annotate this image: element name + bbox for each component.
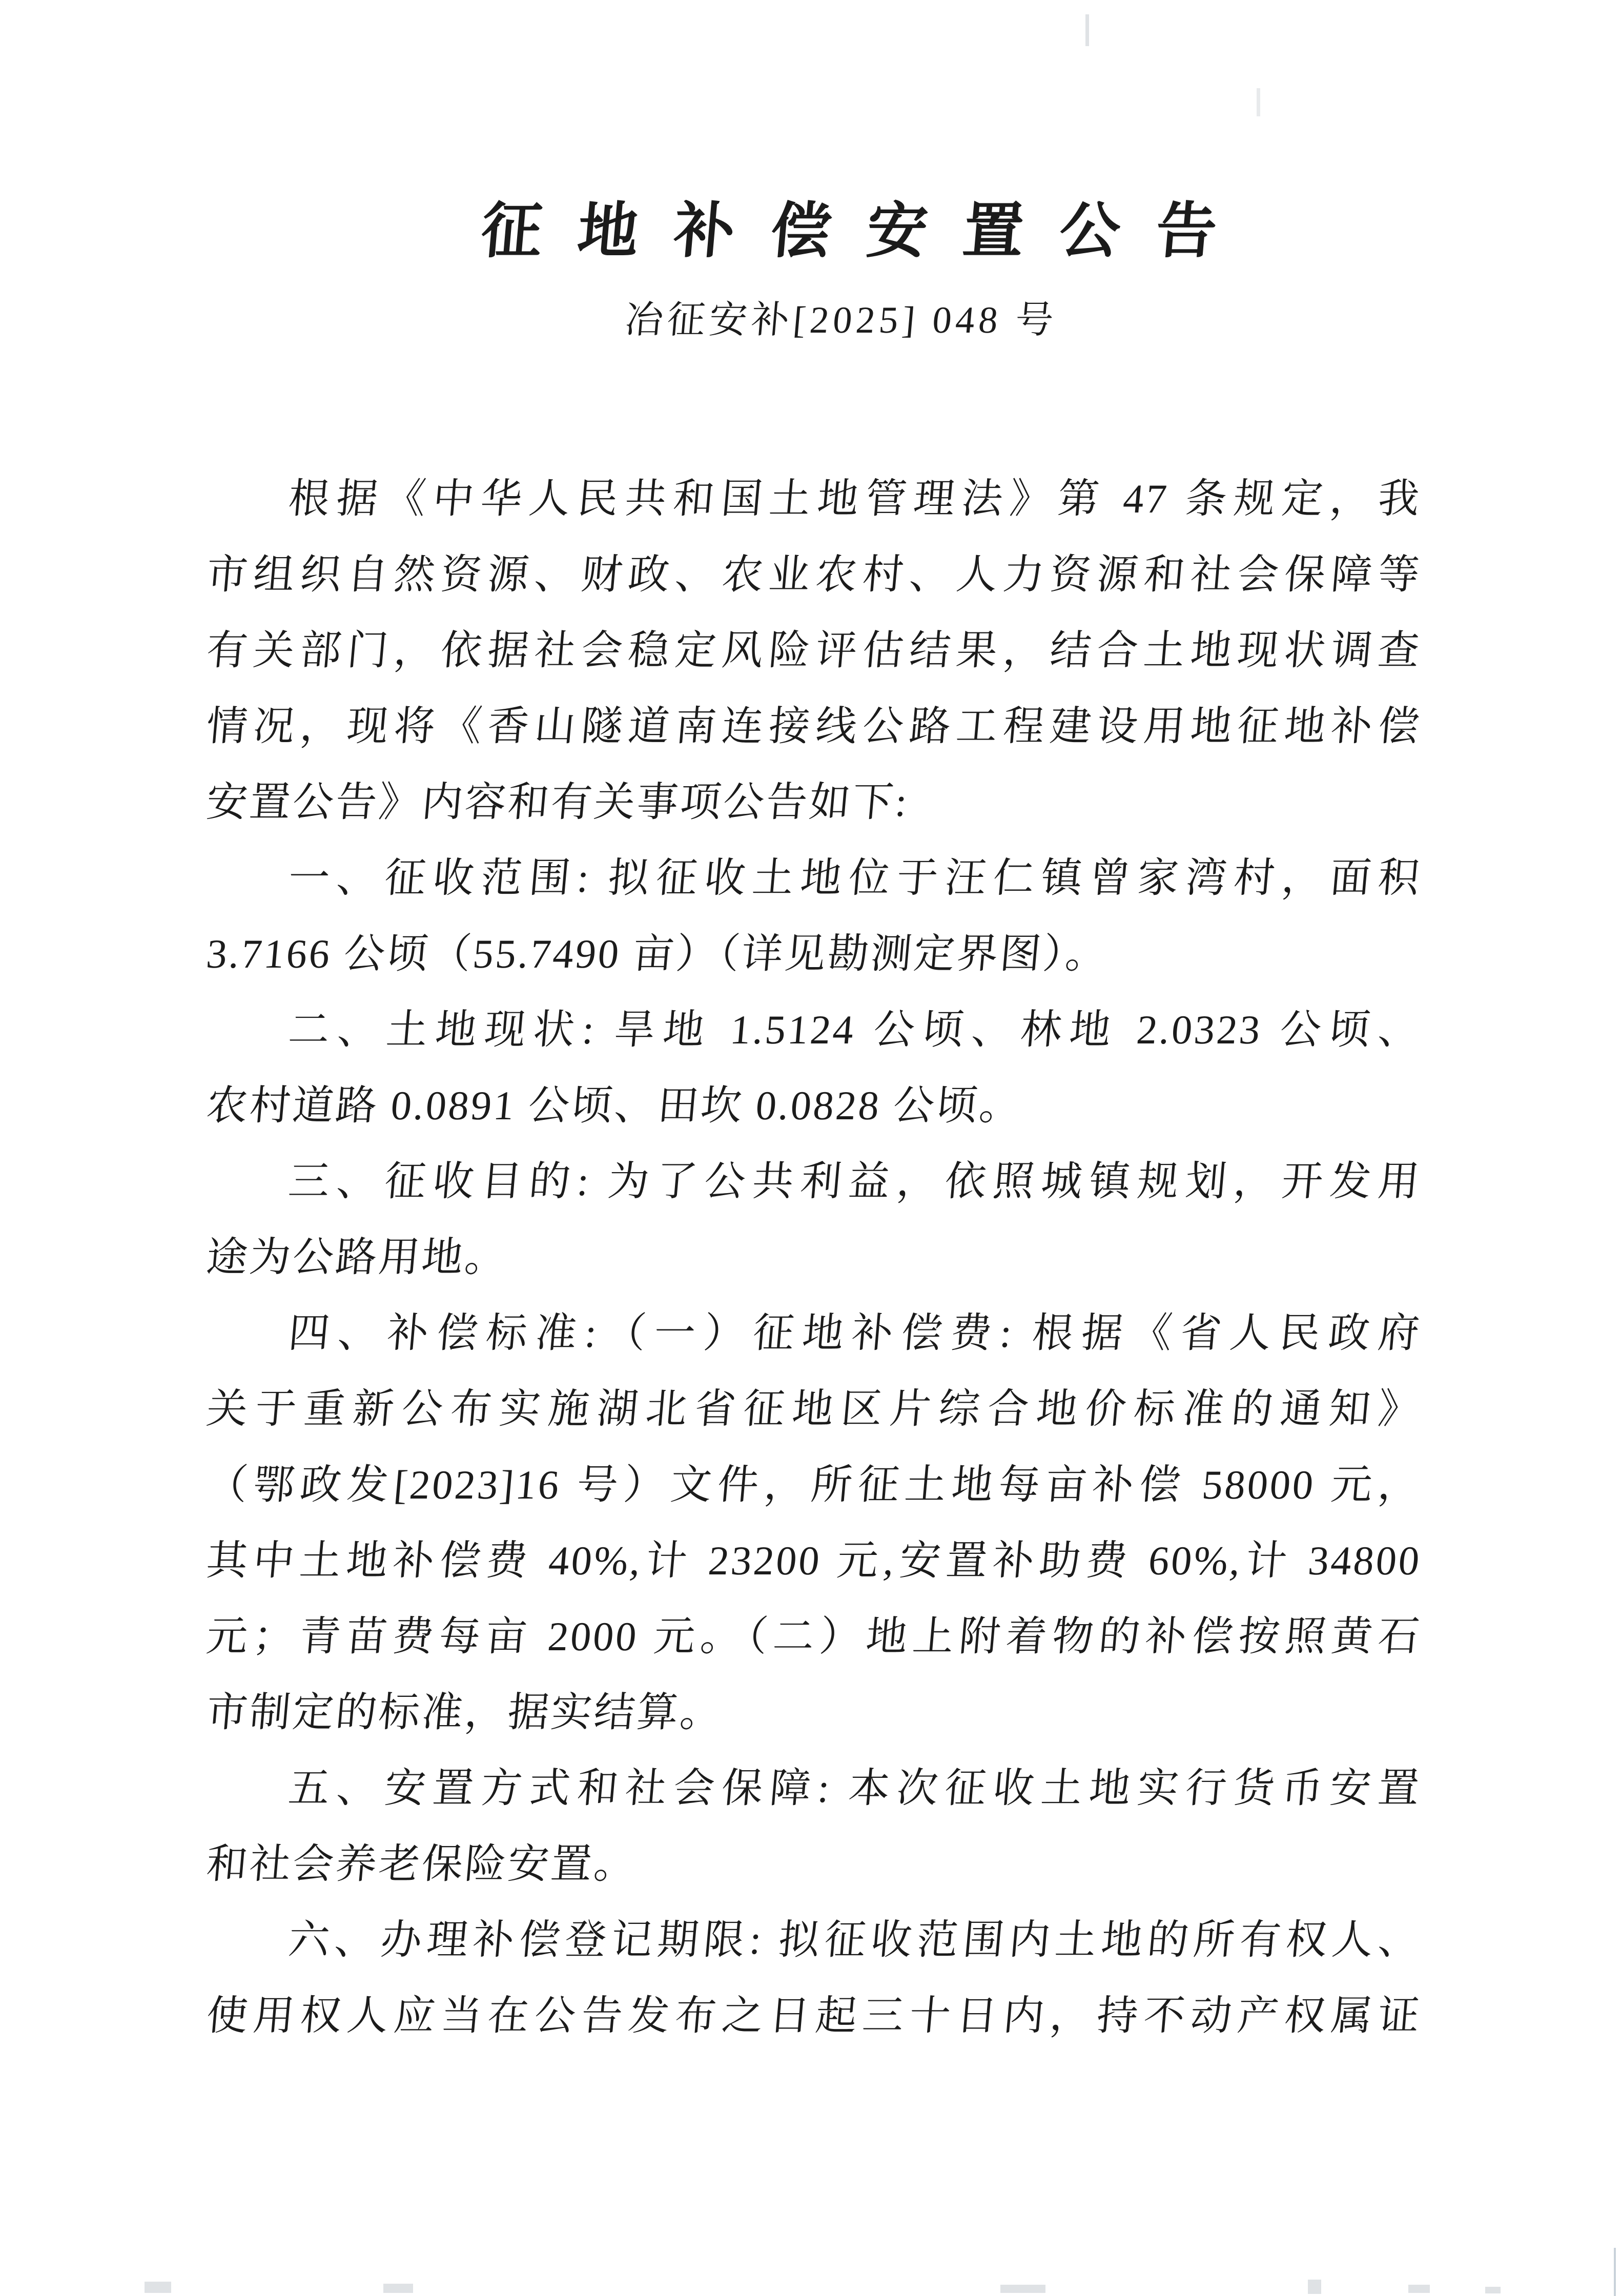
body-line: 市制定的标准，据实结算。 <box>204 1690 725 1735</box>
body-line: （鄂政发[2023]16 号）文件，所征土地每亩补偿 58000 元， <box>204 1463 1423 1508</box>
scan-artifact <box>1257 88 1260 116</box>
scan-artifact <box>1308 2280 1321 2294</box>
document-body <box>204 461 1423 2054</box>
body-line: 使用权人应当在公告发布之日起三十日内，持不动产权属证 <box>204 1994 1423 2039</box>
body-line: 元；青苗费每亩 2000 元。（二）地上附着物的补偿按照黄石 <box>204 1614 1423 1659</box>
body-line: 途为公路用地。 <box>204 1235 510 1280</box>
announcement-title: 征地补偿安置公告 <box>478 198 1256 265</box>
body-line: 市组织自然资源、财政、农业农村、人力资源和社会保障等 <box>204 552 1423 598</box>
body-line: 六、办理补偿登记期限: 拟征收范围内土地的所有权人、 <box>286 1918 1423 1963</box>
scan-edge-shadow <box>1614 2248 1616 2296</box>
scan-artifact <box>1000 2285 1045 2293</box>
body-line: 一、征收范围: 拟征收土地位于汪仁镇曾家湾村，面积 <box>286 856 1423 901</box>
body-line: 有关部门，依据社会稳定风险评估结果，结合土地现状调查 <box>204 628 1423 673</box>
body-line: 3.7166 公顷（55.7490 亩）（详见勘测定界图）。 <box>204 932 1111 977</box>
body-line: 和社会养老保险安置。 <box>204 1842 639 1887</box>
body-line: 其中土地补偿费 40%,计 23200 元,安置补助费 60%,计 34800 <box>204 1539 1423 1584</box>
body-line: 三、征收目的: 为了公共利益，依照城镇规划，开发用 <box>286 1159 1423 1204</box>
body-line: 关于重新公布实施湖北省征地区片综合地价标准的通知》 <box>204 1387 1423 1432</box>
scan-artifact <box>145 2282 171 2293</box>
document-number: 冶征安补[2025] 048 号 <box>623 299 1059 341</box>
body-line: 安置公告》内容和有关事项公告如下: <box>204 780 911 825</box>
body-line: 农村道路 0.0891 公顷、田坎 0.0828 公顷。 <box>204 1083 1024 1129</box>
scan-artifact <box>1085 14 1089 46</box>
scan-artifact <box>1485 2287 1501 2293</box>
scan-artifact <box>1408 2285 1430 2293</box>
body-line: 情况，现将《香山隧道南连接线公路工程建设用地征地补偿 <box>204 704 1423 749</box>
scan-artifact <box>383 2284 413 2293</box>
body-line: 根据《中华人民共和国土地管理法》第 47 条规定，我 <box>286 477 1423 522</box>
body-line: 五、安置方式和社会保障: 本次征收土地实行货币安置 <box>286 1766 1423 1811</box>
body-line: 二、土地现状: 旱地 1.5124 公顷、林地 2.0323 公顷、 <box>286 1008 1423 1053</box>
body-line: 四、补偿标准:（一）征地补偿费: 根据《省人民政府 <box>286 1311 1423 1356</box>
